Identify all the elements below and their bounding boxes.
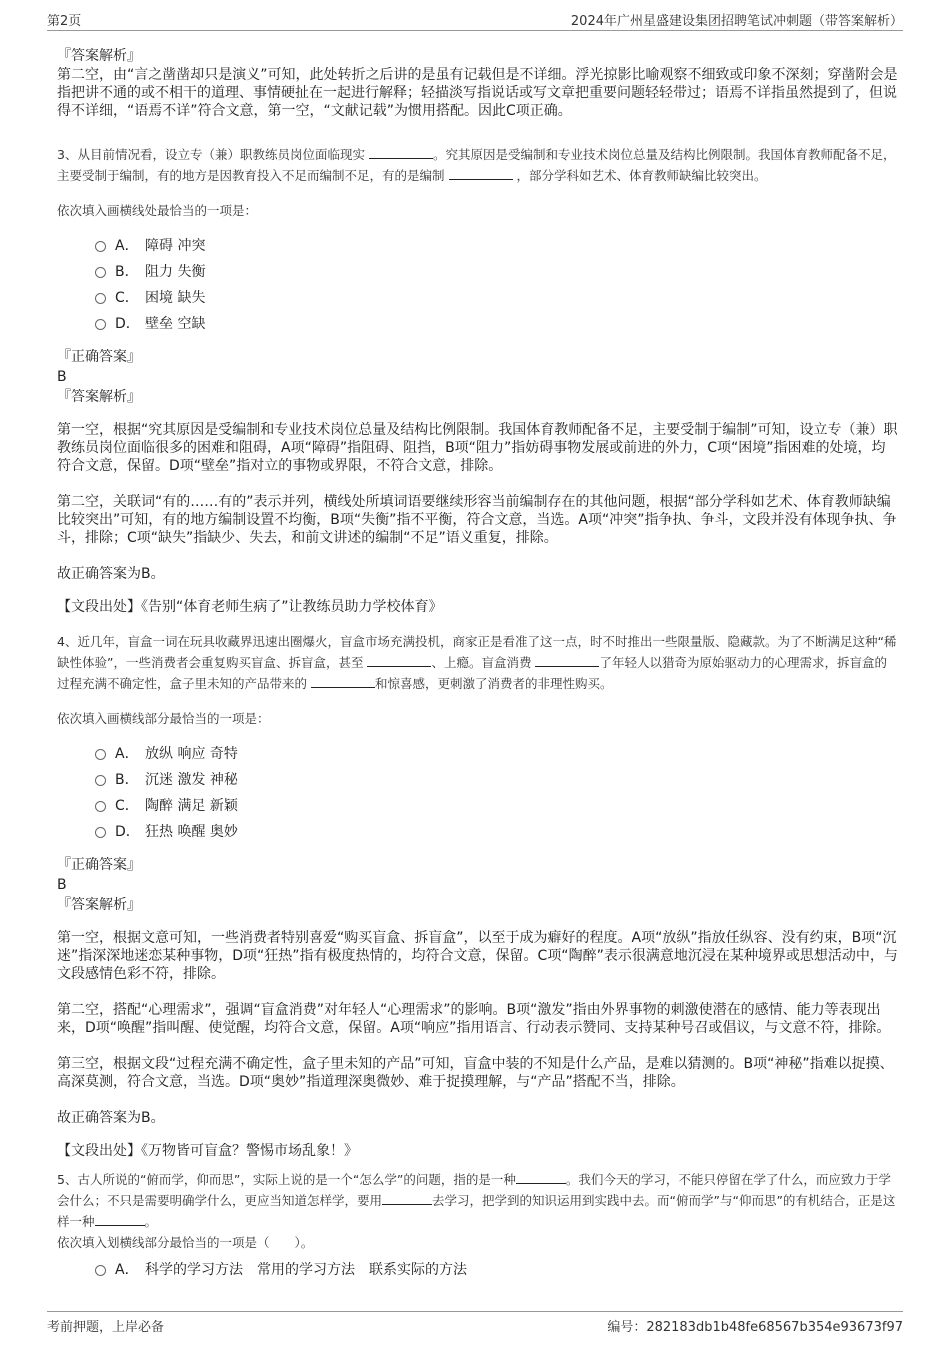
blank-line <box>516 1170 566 1184</box>
radio-button[interactable] <box>95 267 106 278</box>
analysis-conclusion: 故正确答案为B。 <box>57 1110 165 1126</box>
blank-line <box>382 1191 432 1205</box>
question-3-options <box>95 233 898 337</box>
analysis-label: 『答案解析』 <box>57 48 141 64</box>
analysis-paragraph: 第一空，根据“究其原因是受编制和专业技术岗位总量及结构比例限制。我国体育教师配备不足，主要受制于编制”可知，设立专（兼）职教练员岗位面临很多的困难和阻碍，A项“障碍”指阻碍、阻挡，B项“阻力”指妨碍事物发展或前进的外力，C项“困境”指困难的处境，均符合文意，保留。D项“壁垒”指对立的事物或界限，不符合文意，排除。 <box>57 422 898 474</box>
source-line: 【文段出处】《万物皆可盲盒？警惕市场乱象！》 <box>57 1143 358 1159</box>
option-b[interactable]: B． 阻力 失衡 <box>95 259 898 285</box>
option-b[interactable]: B． 沉迷 激发 神秘 <box>95 767 898 793</box>
analysis-paragraph: 第二空，关联词“有的……有的”表示并列，横线处所填词语要继续形容当前编制存在的其他问题，根据“部分学科如艺术、体育教师缺编比较突出”可知，有的地方编制设置不均衡，B项“失衡”指不平衡，符合文意，当选。A项“冲突”指争执、争斗，文段并没有体现争执、争斗，排除；C项“缺失”指缺少、失去，和前文讲述的编制“不足”语义重复，排除。 <box>57 494 897 546</box>
question-4-prompt: 依次填入画横线部分最恰当的一项是： <box>57 711 270 726</box>
option-c[interactable]: C． 陶醉 满足 新颖 <box>95 793 898 819</box>
correct-answer: B <box>57 877 67 893</box>
page-content <box>57 46 898 1293</box>
radio-button[interactable] <box>95 241 106 252</box>
page-header <box>47 8 903 31</box>
question-4-stem: 4、近几年，盲盒一词在玩具收藏界迅速出圈爆火，盲盒市场充满投机，商家正是看准了这一点，时不时推出一些限量版、隐藏款。为了不断满足这种“稀缺性体验”，一些消费者会重复购买盲盒、拆盲盒，甚至 、上瘾。盲盒消费 了年轻人以猎奇为原始驱动力的心理需求，拆盲盒的过程充满不确定性，盒子里未知的产品带来的 和惊喜感，更刺激了消费者的非理性购买。 <box>57 634 897 691</box>
radio-button[interactable] <box>95 775 106 786</box>
document-id: 编号：282183db1b48fe68567b354e93673f97 <box>607 1320 903 1335</box>
analysis-label: 『答案解析』 <box>57 897 141 913</box>
source-line: 【文段出处】《告别“体育老师生病了”让教练员助力学校体育》 <box>57 599 443 615</box>
analysis-paragraph: 第三空，根据文段“过程充满不确定性，盒子里未知的产品”可知，盲盒中装的不知是什么产品，是难以猜测的。B项“神秘”指难以捉摸、高深莫测，符合文意，当选。D项“奥妙”指道理深奥微妙、难于捉摸理解，与“产品”搭配不当，排除。 <box>57 1056 894 1090</box>
question-5-options <box>95 1257 898 1283</box>
question-5-prompt: 依次填入划横线部分最恰当的一项是（ ）。 <box>57 1235 314 1250</box>
blank-line <box>535 653 599 667</box>
option-a[interactable]: A． 障碍 冲突 <box>95 233 898 259</box>
blank-line <box>311 674 375 688</box>
radio-button[interactable] <box>95 293 106 304</box>
radio-button[interactable] <box>95 801 106 812</box>
option-d[interactable]: D． 狂热 唤醒 奥妙 <box>95 819 898 845</box>
blank-line <box>449 166 513 180</box>
document-title: 2024年广州星盛建设集团招聘笔试冲刺题（带答案解析） <box>570 14 903 29</box>
question-3-stem: 3、从目前情况看，设立专（兼）职教练员岗位面临现实 。究其原因是受编制和专业技术岗位总量及结构比例限制。我国体育教师配备不足，主要受制于编制，有的地方是因教育投入不足而编制不足，有的是编制 ，部分学科如艺术、体育教师缺编比较突出。 <box>57 147 896 183</box>
option-c[interactable]: C． 困境 缺失 <box>95 285 898 311</box>
option-a[interactable]: A． 科学的学习方法 常用的学习方法 联系实际的方法 <box>95 1257 898 1283</box>
analysis-text: 第二空，由“言之凿凿却只是演义”可知，此处转折之后讲的是虽有记载但是不详细。浮光掠影比喻观察不细致或印象不深刻；穿凿附会是指把讲不通的或不相干的道理、事情硬扯在一起进行解释；轻描淡写指说话或写文章把重要问题轻轻带过；语焉不详指虽然提到了，但说得不详细，“语焉不详”符合文意，第一空，“文献记载”为惯用搭配。因此C项正确。 <box>57 67 898 119</box>
radio-button[interactable] <box>95 1265 106 1276</box>
blank-line <box>95 1212 145 1226</box>
analysis-conclusion: 故正确答案为B。 <box>57 566 165 582</box>
option-d[interactable]: D． 壁垒 空缺 <box>95 311 898 337</box>
correct-answer-label: 『正确答案』 <box>57 349 141 365</box>
page-footer <box>47 1311 903 1336</box>
page-number: 第2页 <box>47 14 82 29</box>
question-5-stem: 5、古人所说的“俯而学，仰而思”，实际上说的是一个“怎么学”的问题，指的是一种 。我们今天的学习，不能只停留在学了什么，而应致力于学会什么；不只是需要明确学什么，更应当知道怎样学，要用 去学习，把学到的知识运用到实践中去。而“俯而学”与“仰而思”的有机结合，正是这样一种 。 <box>57 1172 896 1229</box>
analysis-label: 『答案解析』 <box>57 389 141 405</box>
radio-button[interactable] <box>95 319 106 330</box>
question-4-options <box>95 741 898 845</box>
analysis-paragraph: 第二空，搭配“心理需求”，强调“盲盒消费”对年轻人“心理需求”的影响。B项“激发”指由外界事物的刺激使潜在的感情、能力等表现出来，D项“唤醒”指叫醒、使觉醒，均符合文意，保留。A项“响应”指用语言、行动表示赞同、支持某种号召或倡议，与文意不符，排除。 <box>57 1002 891 1036</box>
question-3-prompt: 依次填入画横线处最恰当的一项是： <box>57 203 258 218</box>
correct-answer-label: 『正确答案』 <box>57 857 141 873</box>
blank-line <box>369 145 433 159</box>
radio-button[interactable] <box>95 749 106 760</box>
blank-line <box>367 653 431 667</box>
option-a[interactable]: A． 放纵 响应 奇特 <box>95 741 898 767</box>
correct-answer: B <box>57 369 67 385</box>
radio-button[interactable] <box>95 827 106 838</box>
analysis-paragraph: 第一空，根据文意可知，一些消费者特别喜爱“购买盲盒、拆盲盒”，以至于成为癖好的程度。A项“放纵”指放任纵容、没有约束，B项“沉迷”指深深地迷恋某种事物，D项“狂热”指有极度热情的，均符合文意，保留。C项“陶醉”表示很满意地沉浸在某种境界或思想活动中，与文段感情色彩不符，排除。 <box>57 930 898 982</box>
footer-slogan: 考前押题，上岸必备 <box>47 1320 165 1335</box>
